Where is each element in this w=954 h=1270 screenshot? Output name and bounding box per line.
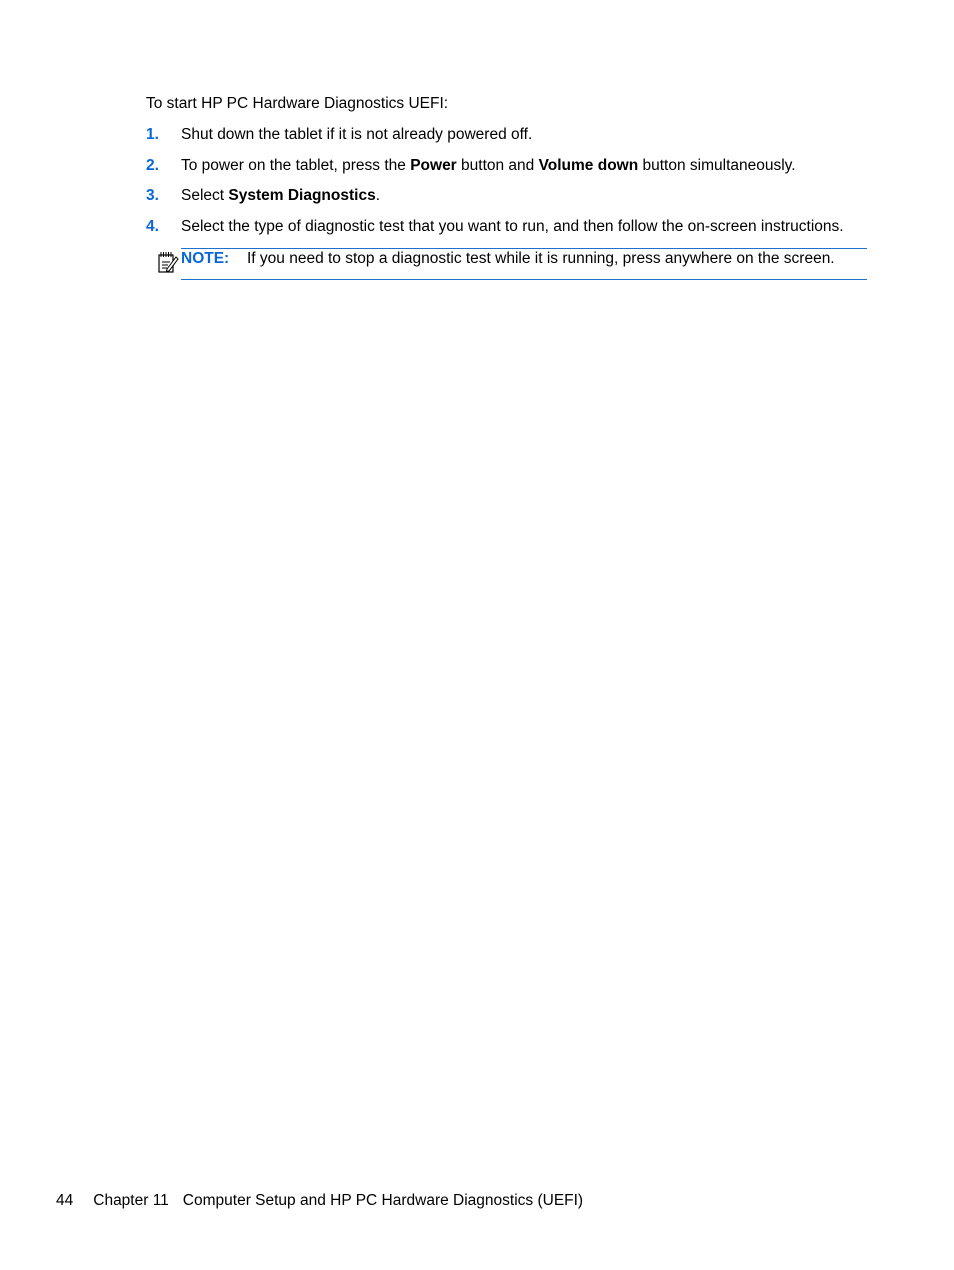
- chapter-label: Chapter 11: [93, 1192, 169, 1209]
- note-label: NOTE:: [181, 250, 230, 267]
- note-pad-icon: [157, 250, 179, 274]
- system-diagnostics-term: System Diagnostics: [228, 187, 376, 204]
- intro-text: To start HP PC Hardware Diagnostics UEFI:: [146, 95, 449, 112]
- volume-down-term: Volume down: [538, 157, 639, 174]
- step-text: Shut down the tablet if it is not already powered off.: [181, 126, 533, 143]
- step-number: 1.: [146, 126, 159, 143]
- note-text: If you need to stop a diagnostic test while it is running, press anywhere on the screen.: [247, 250, 835, 267]
- step-text: Select the type of diagnostic test that you want to run, and then follow the on-screen instructions.: [181, 218, 844, 235]
- step-text: Select System Diagnostics.: [181, 187, 381, 204]
- chapter-title: Computer Setup and HP PC Hardware Diagnostics (UEFI): [182, 1192, 584, 1209]
- page-number: 44: [56, 1192, 74, 1209]
- step-text: To power on the tablet, press the Power button and Volume down button simultaneously.: [181, 157, 796, 174]
- note-box: [181, 248, 867, 280]
- power-button-term: Power: [410, 157, 457, 174]
- step-number: 4.: [146, 218, 159, 235]
- step-number: 3.: [146, 187, 159, 204]
- step-number: 2.: [146, 157, 159, 174]
- page-footer: [56, 1192, 583, 1210]
